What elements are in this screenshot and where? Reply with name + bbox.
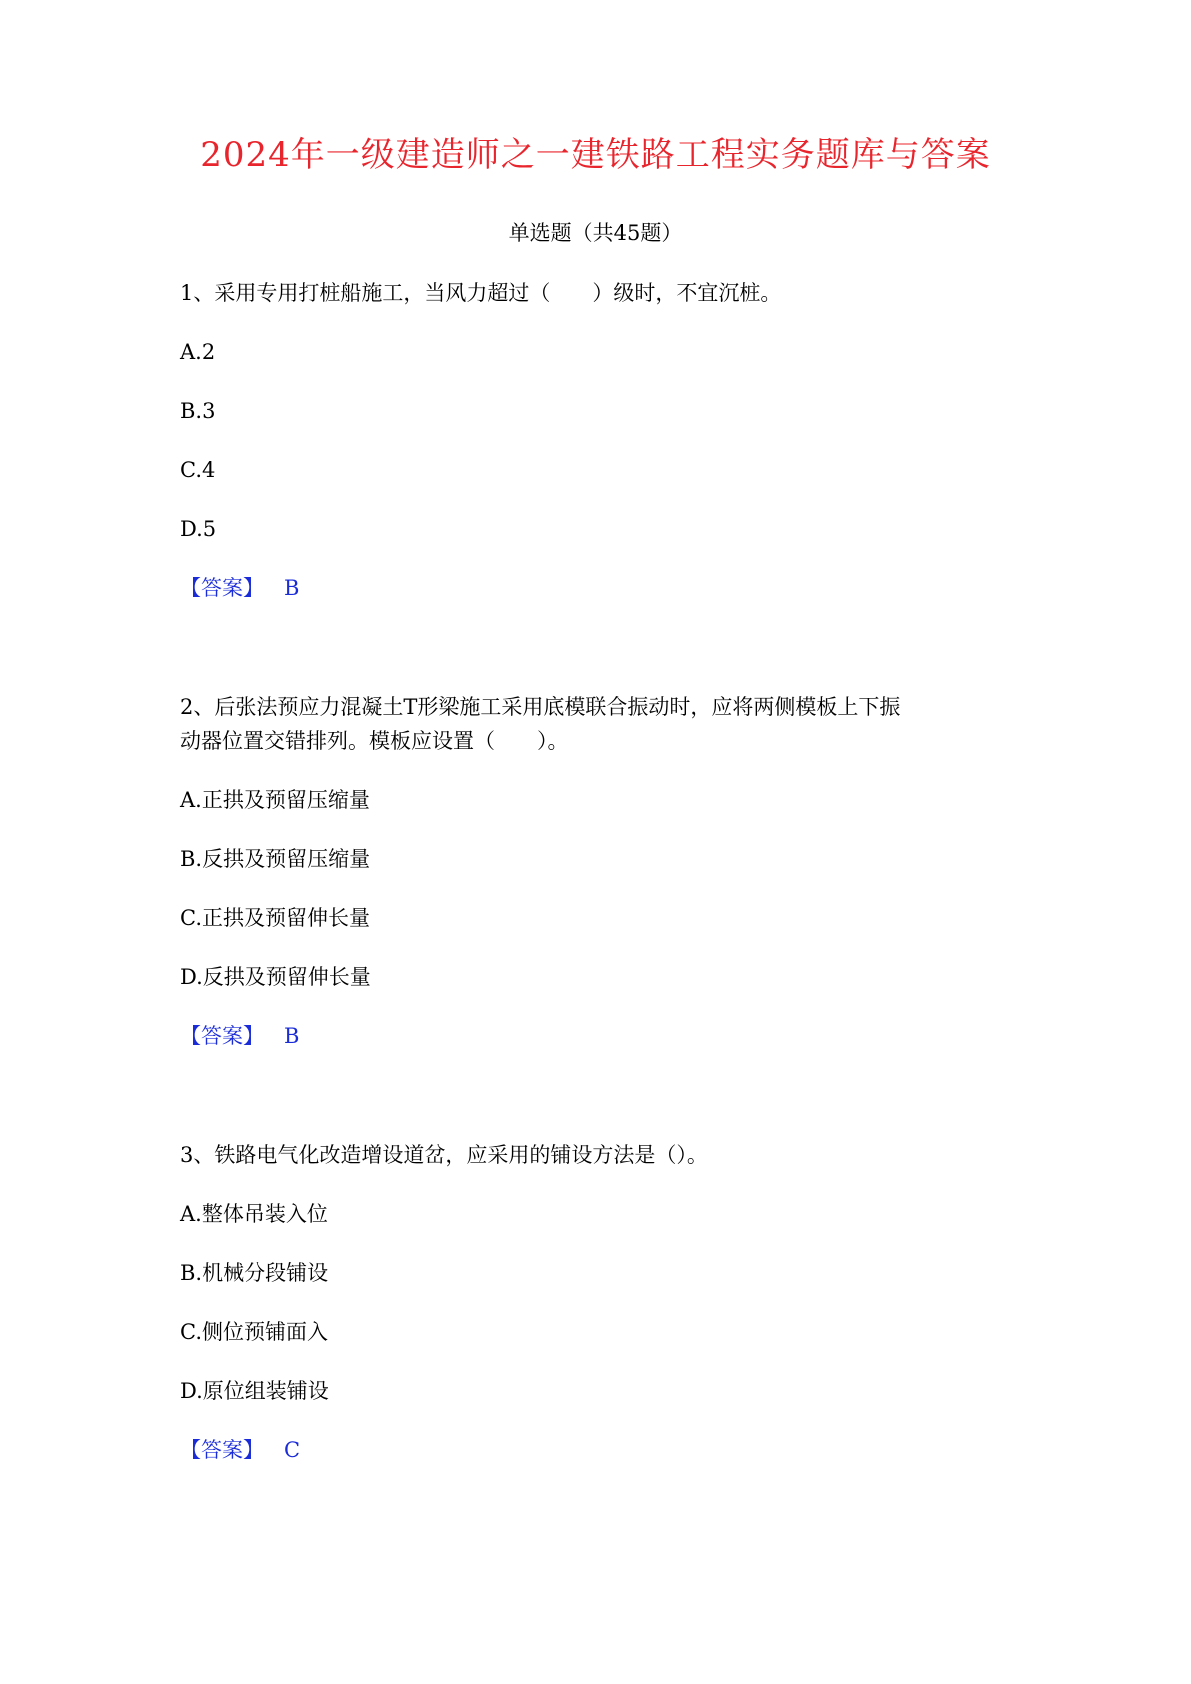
question-1-option-d: D.5 bbox=[180, 517, 217, 541]
question-1-option-b: B.3 bbox=[180, 399, 216, 423]
question-2-stem-line-1: 2、后张法预应力混凝土T形梁施工采用底模联合振动时，应将两侧模板上下振 bbox=[180, 695, 901, 719]
answer-label: 【答案】 bbox=[180, 1438, 264, 1462]
question-2-stem-line-2: 动器位置交错排列。模板应设置（ ）。 bbox=[180, 729, 569, 753]
question-3-option-b: B.机械分段铺设 bbox=[180, 1261, 329, 1285]
question-1-stem-line-1: 1、采用专用打桩船施工，当风力超过（ ）级时，不宜沉桩。 bbox=[180, 281, 782, 305]
question-3-option-d: D.原位组装铺设 bbox=[180, 1379, 329, 1403]
answer-value: B bbox=[284, 1024, 300, 1048]
question-1-option-a: A.2 bbox=[180, 340, 216, 364]
question-2-option-b: B.反拱及预留压缩量 bbox=[180, 847, 371, 871]
answer-label: 【答案】 bbox=[180, 1024, 264, 1048]
question-3-answer bbox=[180, 1436, 300, 1464]
section-header: 单选题（共45题） bbox=[508, 221, 683, 245]
question-3-option-c: C.侧位预铺面入 bbox=[180, 1320, 328, 1344]
question-1-option-c: C.4 bbox=[180, 458, 216, 482]
question-2-option-d: D.反拱及预留伸长量 bbox=[180, 965, 371, 989]
answer-value: C bbox=[284, 1438, 301, 1462]
question-1-answer bbox=[180, 574, 299, 602]
question-2-option-a: A.正拱及预留压缩量 bbox=[180, 788, 370, 812]
answer-value: B bbox=[284, 576, 300, 600]
page-title: 2024年一级建造师之一建铁路工程实务题库与答案 bbox=[200, 135, 991, 175]
question-2-option-c: C.正拱及预留伸长量 bbox=[180, 906, 370, 930]
question-3-stem-line-1: 3、铁路电气化改造增设道岔，应采用的铺设方法是（）。 bbox=[180, 1143, 708, 1167]
answer-label: 【答案】 bbox=[180, 576, 264, 600]
question-3-option-a: A.整体吊装入位 bbox=[180, 1202, 328, 1226]
question-2-answer bbox=[180, 1022, 299, 1050]
